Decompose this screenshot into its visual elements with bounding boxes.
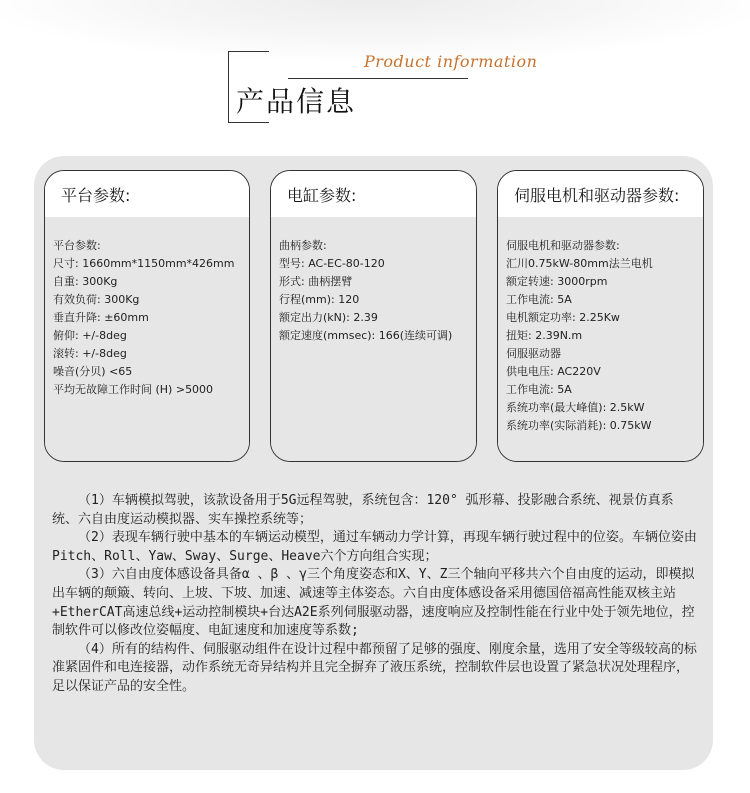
card-body [498, 217, 703, 461]
spec-line: 自重: 300Kg [53, 275, 118, 288]
spec-line: 垂直升降: ±60mm [53, 311, 149, 324]
servo-params-card [497, 170, 704, 462]
platform-params-card [44, 170, 250, 462]
spec-line: 噪音(分贝) <65 [53, 365, 133, 378]
spec-line: 伺服驱动器 [506, 347, 561, 360]
spec-line: 曲柄参数: [279, 239, 327, 252]
spec-line: 电机额定功率: 2.25Kw [506, 311, 620, 324]
spec-line: 工作电流: 5A [506, 383, 572, 396]
spec-line: 额定转速: 3000rpm [506, 275, 608, 288]
card-title: 电缸参数: [271, 171, 476, 217]
spec-line: 扭矩: 2.39N.m [506, 329, 583, 342]
description-paragraph: （4）所有的结构件、伺服驱动组件在设计过程中都预留了足够的强度、刚度余量，选用了安全等级较高的标准紧固件和电连接器，动作系统无奇异结构并且完全摒弃了液压系统，控制软件层也设置了紧急状况处理程序，足以保证产品的安全性。 [52, 641, 697, 694]
spec-line: 俯仰: +/-8deg [53, 329, 127, 342]
spec-line: 形式: 曲柄摆臂 [279, 275, 353, 288]
spec-line: 供电电压: AC220V [506, 365, 601, 378]
description-paragraph: （2）表现车辆行驶中基本的车辆运动模型，通过车辆动力学计算，再现车辆行驶过程中的位姿。车辆位姿由Pitch、Roll、Yaw、Sway、Surge、Heave六个方向组合实现； [52, 530, 697, 564]
description-paragraph: （1）车辆模拟驾驶，该款设备用于5G远程驾驶，系统包含：120° 弧形幕、投影融合系统、视景仿真系统、六自由度运动模拟器、实车操控系统等； [52, 493, 674, 527]
spec-line: 系统功率(最大峰值): 2.5kW [506, 401, 645, 414]
spec-line: 有效负荷: 300Kg [53, 293, 140, 306]
spec-line: 平均无故障工作时间 (H) >5000 [53, 383, 214, 396]
spec-line: 平台参数: [53, 239, 101, 252]
title-english: Product information [364, 52, 538, 71]
spec-line: 型号: AC-EC-80-120 [279, 257, 385, 270]
spec-line: 汇川0.75kW-80mm法兰电机 [506, 257, 653, 270]
description-paragraph: （3）六自由度体感设备具备α 、β 、γ三个角度姿态和X、Y、Z三个轴向平移共六个自由度的运动，即模拟出车辆的颠簸、转向、上坡、下坡、加速、减速等主体姿态。六自由度体感设备采用德国倍福高性能双核主站+EtherCAT高速总线+运动控制模块+台达A2E系列伺服驱动器，速度响应及控制性能在行业中处于领先地位，控制软件可以修改位姿幅度、电缸速度和加速度等系数; [52, 567, 695, 639]
cylinder-params-card [270, 170, 477, 462]
title-chinese: 产品信息 [236, 85, 357, 118]
spec-line: 尺寸: 1660mm*1150mm*426mm [53, 257, 235, 270]
title-underline [288, 78, 468, 79]
card-title: 伺服电机和驱动器参数: [498, 171, 703, 217]
card-body [271, 217, 476, 461]
spec-line: 滚转: +/-8deg [53, 347, 127, 360]
spec-line: 伺服电机和驱动器参数: [506, 239, 620, 252]
spec-line: 额定出力(kN): 2.39 [279, 311, 378, 324]
top-shade [0, 0, 750, 60]
card-body [45, 217, 249, 461]
card-title: 平台参数: [45, 171, 249, 217]
spec-line: 行程(mm): 120 [279, 293, 360, 306]
spec-line: 额定速度(mmsec): 166(连续可调) [279, 329, 453, 342]
spec-line: 系统功率(实际消耗): 0.75kW [506, 419, 652, 432]
product-description [52, 492, 697, 697]
spec-line: 工作电流: 5A [506, 293, 572, 306]
